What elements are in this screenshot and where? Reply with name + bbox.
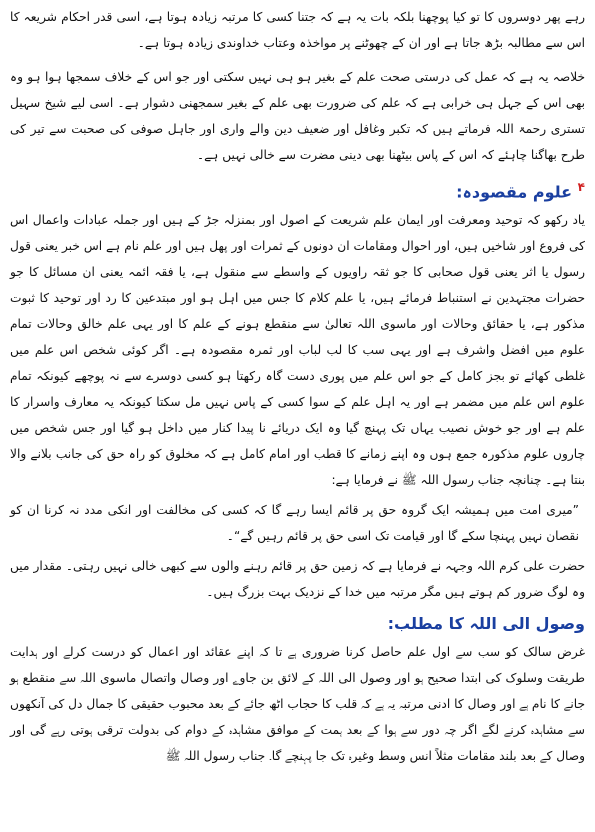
paragraph-1: رہے پھر دوسروں کا تو کیا پوچھنا بلکہ بات یہ ہے کہ جتنا کسی کا مرتبہ زیادہ ہوتا ہے، اسی قدر احکام شریعہ کا اس سے مطالبہ بڑھ جاتا ہے اور ان کے چھوٹنے پر مواخذہ وعتاب خداوندی زیادہ ہوتا ہے۔ [10,10,585,50]
section-heading-ulum-maqsooda [10,174,585,205]
section-2-paragraph: غرض سالک کو سب سے اول علم حاصل کرنا ضروری ہے تا کہ اپنے عقائد اور اعمال کو درست کرلے اور ہدایت طریقت وسلوک کی ابتدا صحیح ہو اور وصول الی اللہ کے لائق بن جاوے اور وصال واتصال ماسوی اللہ سے منقطع ہو جانے کا نام ہے اور وصال کا ادنی مرتبہ یہ ہے کہ قلب کا حجاب اٹھ جائے کے بعد محبوب حقیقی کا جمال دل کی آنکھوں سے مشاہدہ کرنے لگے اگر چہ دور سے ہوا کے بعد ہمت کے موافق مشاہدہ کے دوام کی بدولت ترقی ہوتی رہے گی اور وصال کے بعد بلند مقامات مثلاً انس وسط وغیرہ تک جا پہنچے گا۔ جناب رسول اللہ ﷺ [10,645,585,764]
hadith-quote: ”میری امت میں ہمیشہ ایک گروہ حق پر قائم ایسا رہے گا کہ کسی کی مخالفت اور انکی مدد نہ کرنا ان کو نقصان نہیں پہنچا سکے گا اور قیامت تک اسی حق پر قائم رہیں گے“۔ [10,503,579,544]
after-quote-paragraph: حضرت علی کرم اللہ وجہہ نے فرمایا ہے کہ زمین حق پر قائم رہنے والوں سے کبھی خالی نہیں رہتی۔ مقدار میں وہ لوگ ضرور کم ہوتے ہیں مگر مرتبہ میں خدا کے نزدیک بہت بزرگ ہیں۔ [10,559,585,600]
section-2-title: وصول الی اللہ کا مطلب: [387,614,585,634]
paragraph-2: خلاصہ یہ ہے کہ عمل کی درستی صحت علم کے بغیر ہو ہی نہیں سکتی اور جو اس کے خلاف سمجھا ہوا ہو وہ بھی اس کے جہل ہی خرابی ہے کہ علم کی ضرورت بھی علم کے بغیر سمجھنی دشوار ہے۔ اسی لیے شیخ سہیل تستری رحمۃ اللہ فرماتے ہیں کہ تکبر وغافل اور ضعیف دین والے واری اور جاہل صوفی کی صحبت سے تیر کی طرح بھاگنا چاہئے کہ اس کے پاس بیٹھنا بھی دینی مضرت سے خالی نہیں ہے۔ [10,70,585,162]
section-heading-wusool [10,611,585,637]
section-number: ۴ [577,180,585,194]
section-1-paragraph: یاد رکھو کہ توحید ومعرفت اور ایمان علم شریعت کے اصول اور بمنزلہ جڑ کے ہیں اور جملہ عبادات واعمال اس کی فروع اور شاخیں ہیں، اور احوال ومقامات ان دونوں کے ثمرات اور پھل ہیں اور علم نام ہے اس خبر یعنی قول رسول یا اثر یعنی قول صحابی کا جو ثقہ راویوں کے واسطے سے منقول ہے، یا فقہ ائمہ یعنی ان مسائل کا جو حضرات مجتہدین نے استنباط فرمائے ہیں، یا علم کلام کا جس میں اہل ہو اور مبتدعین کا رد اور توحید کا ثبوت مذکور ہے، یا حقائق وحالات اور ماسوی اللہ تعالیٰ سے منقطع ہونے کے علم کا اور یہی علم خالق وحالات تمام علوم میں افضل واشرف ہے اور یہی سب کا لب لباب اور ثمرہ مقصودہ ہے۔ اگر کوئی شخص اس علم میں غلطی کھائے تو بجز کامل کے جو اس علم میں پوری دست گاہ رکھتا ہو کسی دوسرے سے نہ پوچھے کیونکہ تمام علوم اس علم میں مضمر ہے اور یہ اہل علم کے سوا کسی کے پاس نہیں مل سکتا کیونکہ یہ معارف واسرار کا علم ہے اور جو خوش نصیب یہاں تک پہنچ گیا وہ ایک دریائے نا پیدا کنار میں داخل ہو گیا اور جس شخص میں چاروں علوم مذکورہ جمع ہوں وہ اپنے زمانے کا قطب اور امام کامل ہے کہ مخلوق کو راہ حق کی جانب بلانے والا بنتا ہے۔ چنانچہ جناب رسول اللہ ﷺ نے فرمایا ہے: [10,213,585,488]
section-title: علوم مقصودہ: [456,182,573,202]
